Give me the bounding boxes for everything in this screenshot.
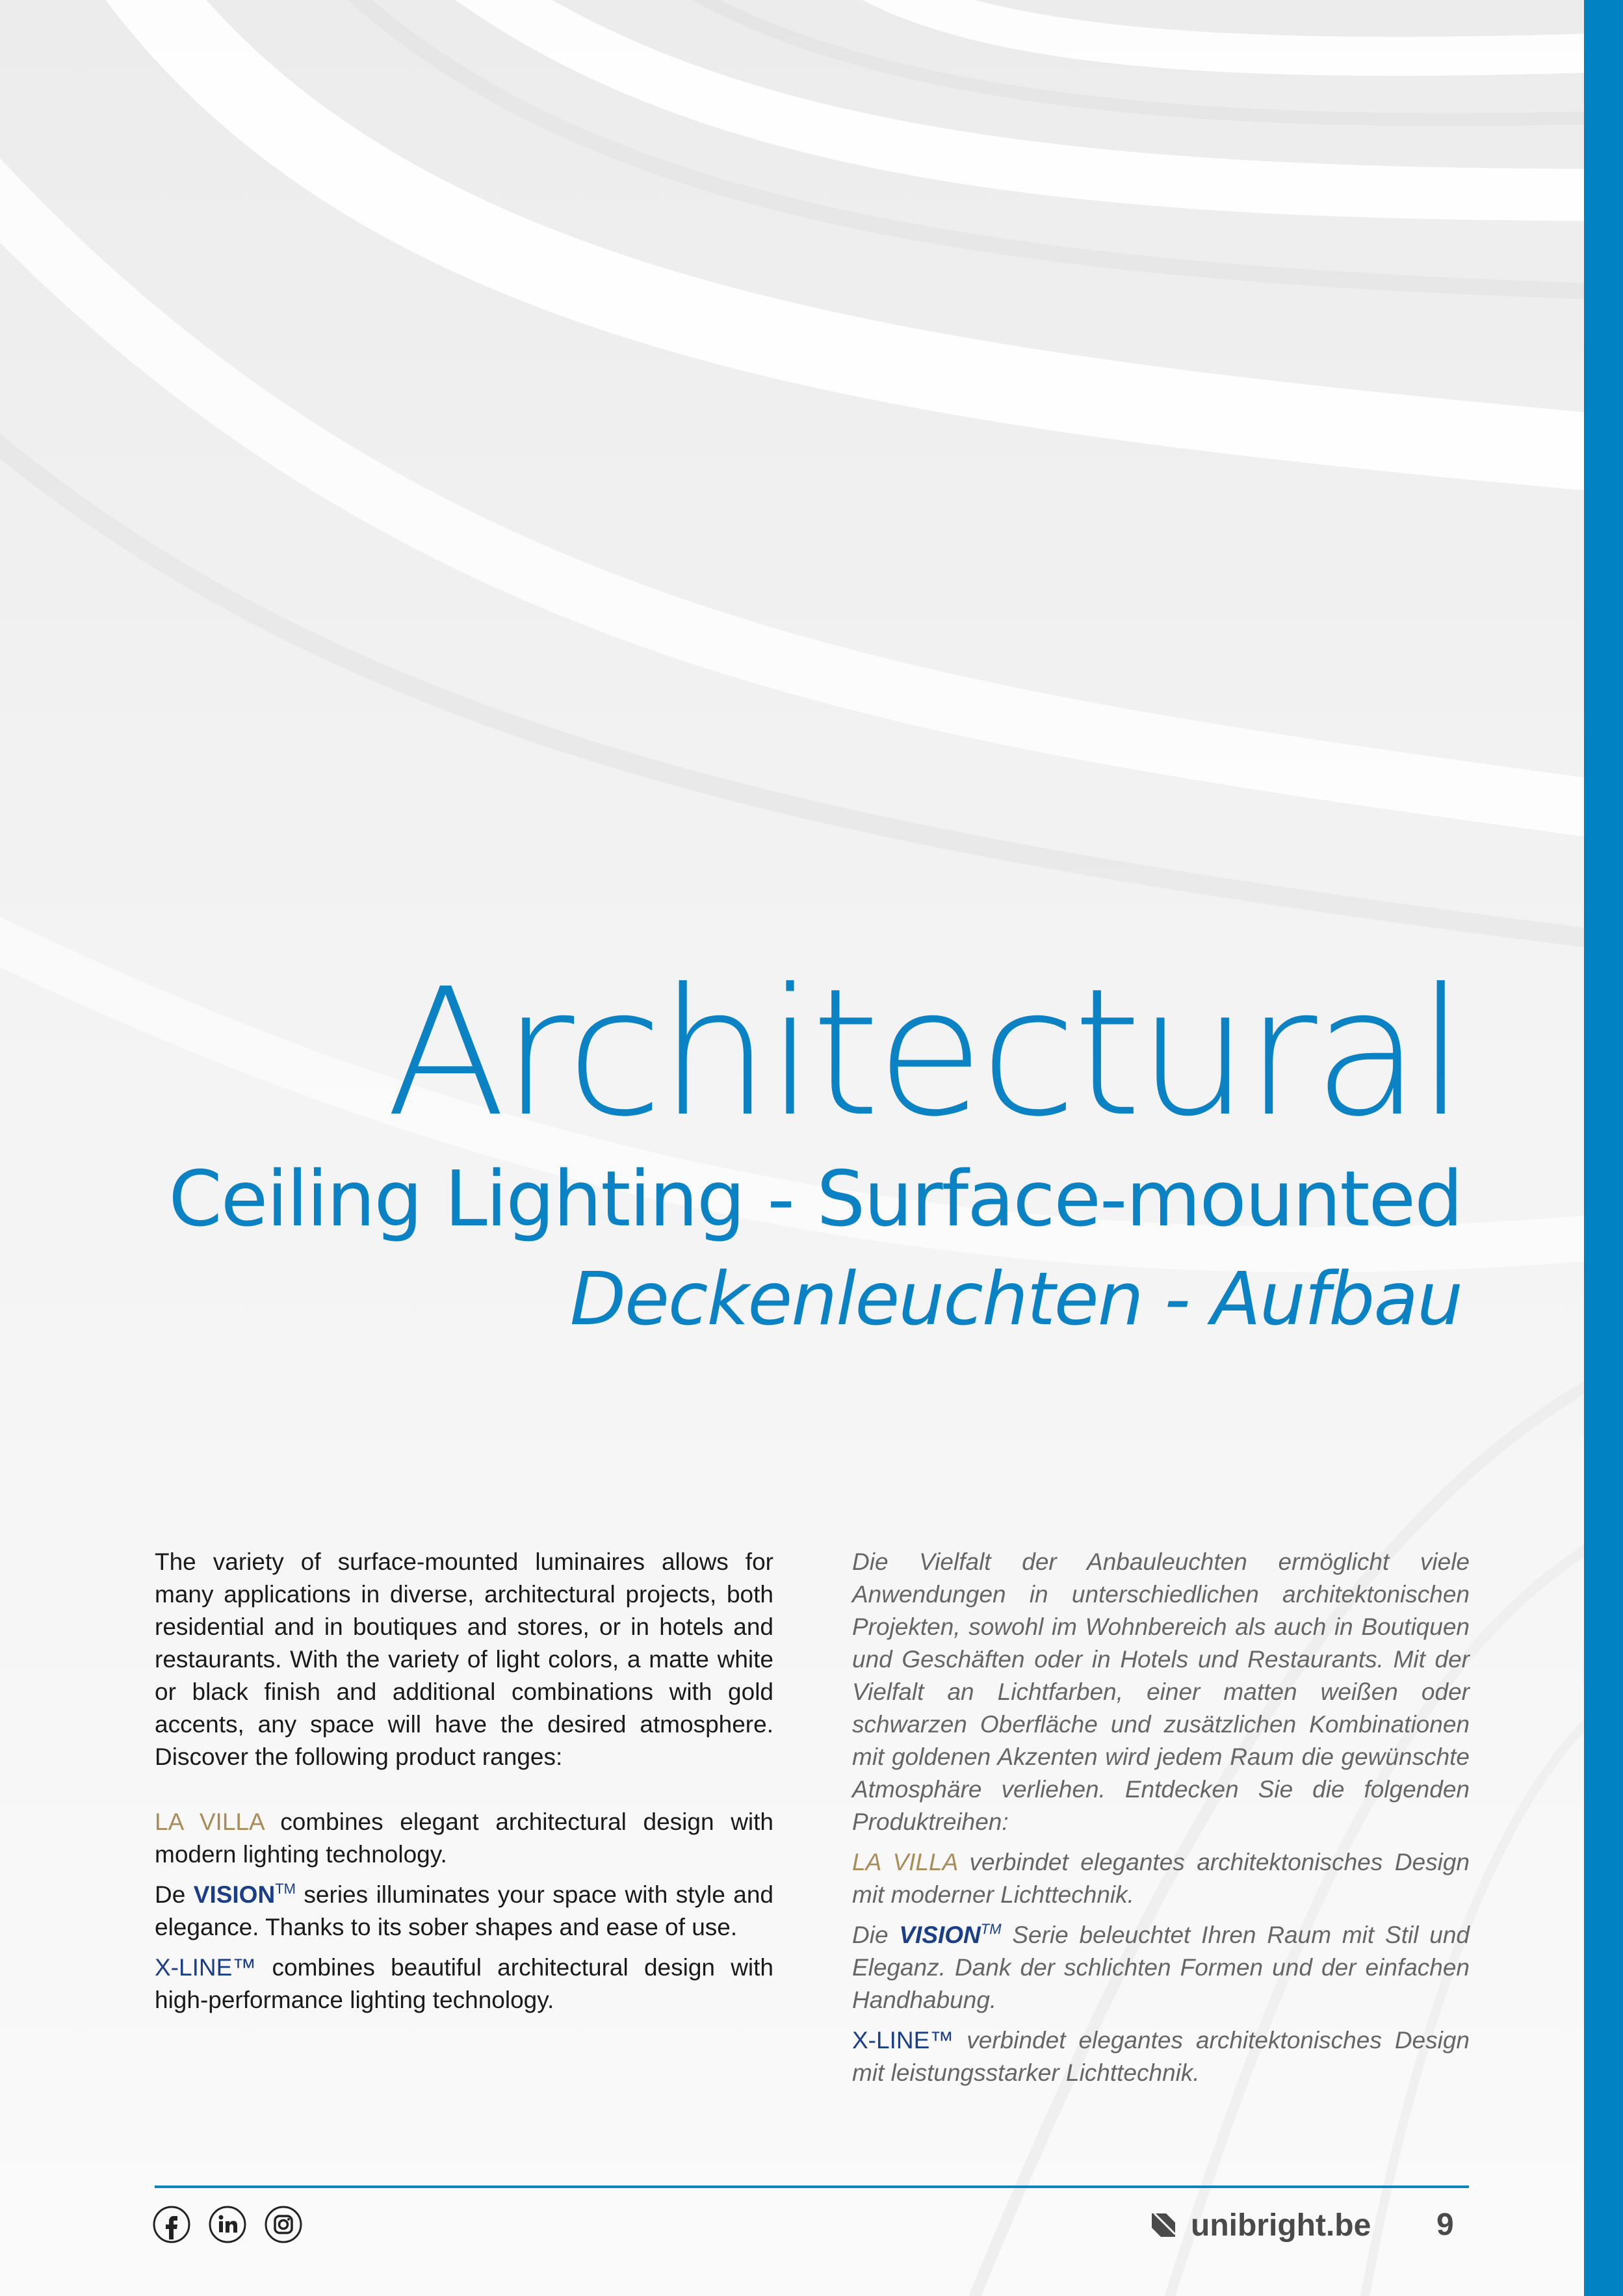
footer-divider: [155, 2185, 1469, 2188]
german-column: [852, 1546, 1470, 2089]
german-vision-paragraph: [852, 1919, 1470, 2016]
english-lavilla-paragraph: [155, 1806, 773, 1871]
vision-name: VISION: [193, 1881, 276, 1908]
xline-name: X-LINE™: [852, 2027, 954, 2054]
lavilla-name: LA VILLA: [852, 1849, 957, 1875]
vision-name: VISION: [899, 1922, 981, 1948]
vision-description: series illuminates your space with style and elegance. Thanks to its sober shapes and ease of use.: [155, 1881, 774, 1940]
english-intro: The variety of surface-mounted luminaires allows for many applications in diverse, architectural projects, both residential and in boutiques and stores, or in hotels and restaurants. With the variety of light colors, a matte white or black finish and additional combinations with gold accents, any space will have the desired atmosphere. Discover the following product ranges:: [155, 1548, 773, 1770]
page-title: Architectural: [385, 950, 1462, 1155]
vision-trademark: TM: [980, 1921, 1002, 1937]
english-xline-paragraph: [155, 1951, 773, 2016]
vision-prefix: Die: [852, 1922, 900, 1948]
brand[interactable]: [1150, 2202, 1371, 2248]
english-column: [155, 1546, 773, 2016]
lavilla-description: verbindet elegantes architektonisches Design mit moderner Lichttechnik.: [852, 1849, 1470, 1908]
xline-description: verbindet elegantes architektonisches Design mit leistungsstarker Lichttechnik.: [852, 2027, 1470, 2086]
subtitle-english: Ceiling Lighting - Surface-mounted: [168, 1154, 1462, 1244]
title-block: [162, 950, 1462, 1348]
page-number: 9: [1436, 2208, 1454, 2242]
right-accent-bar: [1584, 0, 1623, 2296]
unibright-logo-icon: [1150, 2212, 1176, 2238]
xline-description: combines beautiful architectural design with high-performance lighting technology.: [155, 1954, 773, 2013]
german-lavilla-paragraph: [852, 1846, 1470, 1911]
german-intro: Die Vielfalt der Anbauleuchten ermöglicht viele Anwendungen in unterschiedlichen architektonischen Projekten, sowohl im Wohnbereich als auch in Boutiquen und Geschäften oder in Hotels und Restaurants. Mit der Vielfalt an Lichtfarben, einer matten weißen oder schwarzen Oberfläche und zusätzlichen Kombinationen mit goldenen Akzenten wird jedem Raum die gewünschte Atmosphäre verliehen. Entdecken Sie die folgenden Produktreihen:: [852, 1548, 1470, 1835]
linkedin-icon[interactable]: [208, 2205, 247, 2244]
xline-name: X-LINE™: [155, 1954, 257, 1981]
lavilla-name: LA VILLA: [155, 1808, 264, 1835]
subtitle-german: Deckenleuchten - Aufbau: [569, 1257, 1462, 1342]
vision-trademark: TM: [275, 1881, 296, 1897]
english-vision-paragraph: [155, 1879, 773, 1944]
vision-prefix: De: [155, 1881, 194, 1908]
lavilla-description: combines elegant architectural design with modern lighting technology.: [155, 1808, 773, 1868]
vision-description: Serie beleuchtet Ihren Raum mit Stil und Eleganz. Dank der schlichten Formen und der einfachen Handhabung.: [852, 1922, 1470, 2013]
instagram-icon[interactable]: [264, 2205, 303, 2244]
facebook-icon[interactable]: [152, 2205, 191, 2244]
website-link[interactable]: unibright.be: [1191, 2208, 1371, 2243]
german-xline-paragraph: [852, 2024, 1470, 2089]
